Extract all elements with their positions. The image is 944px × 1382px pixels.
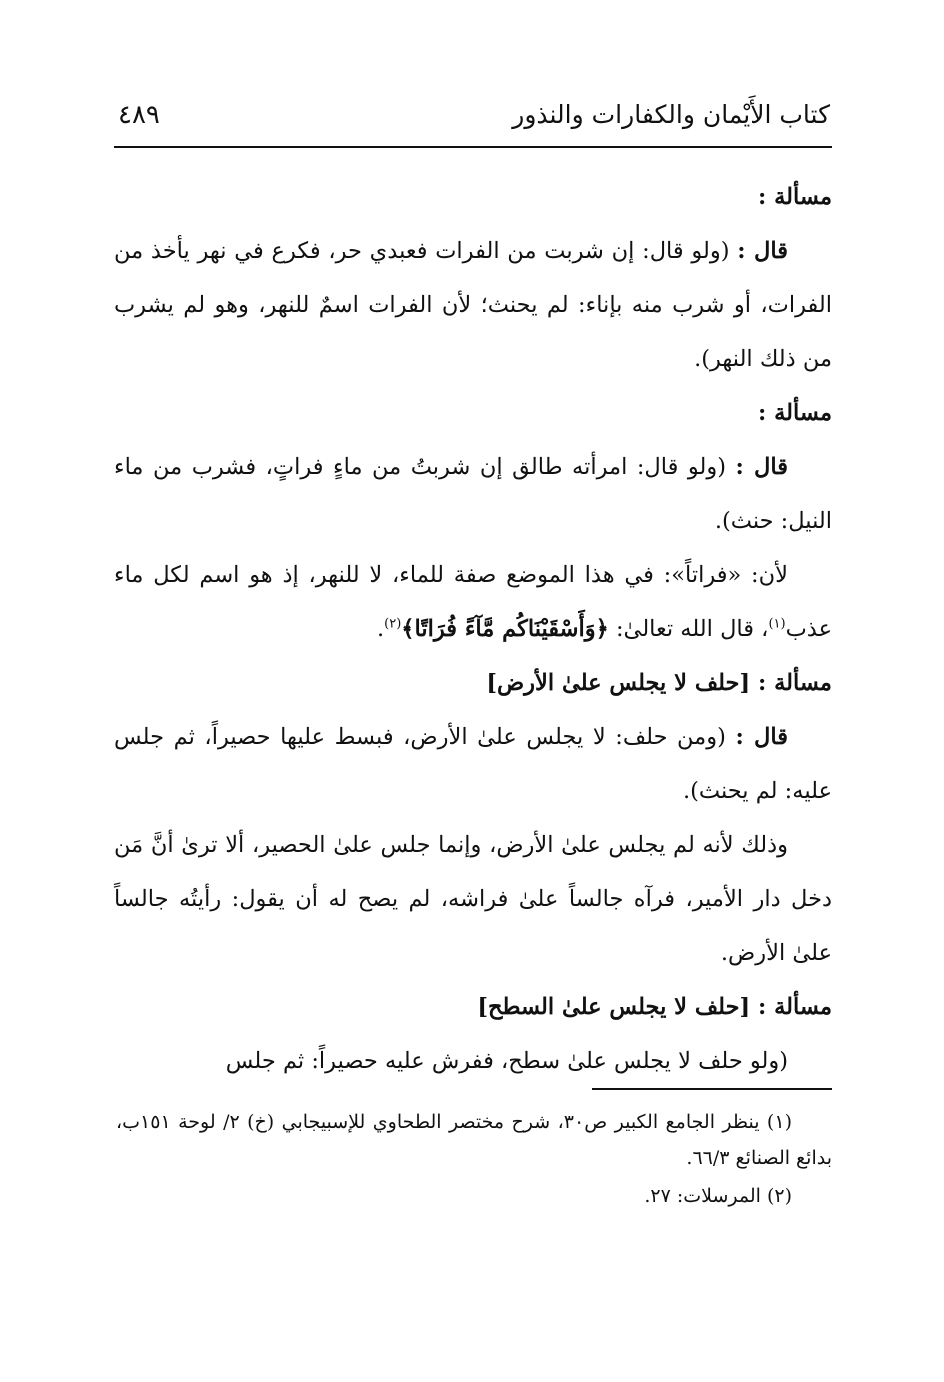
paragraph-text: لأن: «فراتاً»: في هذا الموضع صفة للماء، لا للنهر، إذ هو اسم لكل ماء عذب bbox=[114, 562, 832, 642]
paragraph-text: (ولو قال: امرأته طالق إن شربتُ من ماءٍ فراتٍ، فشرب من ماء النيل: حنث). bbox=[114, 454, 832, 534]
section-heading: مسألة : bbox=[757, 400, 832, 426]
footnote-ref: (٢) bbox=[384, 616, 402, 632]
paragraph bbox=[114, 548, 832, 656]
paragraph-text: ، قال الله تعالىٰ: bbox=[608, 616, 769, 642]
footnote: (٢) المرسلات: ٢٧. bbox=[644, 1185, 792, 1207]
header-rule bbox=[114, 146, 832, 148]
speaker-label: قال : bbox=[735, 454, 788, 480]
footnote-ref: (١) bbox=[768, 616, 786, 632]
page-header bbox=[116, 100, 830, 144]
section-heading: مسألة : [حلف لا يجلس علىٰ الأرض] bbox=[486, 670, 832, 696]
section-heading: مسألة : [حلف لا يجلس علىٰ السطح] bbox=[477, 994, 832, 1020]
footnote-rule bbox=[592, 1088, 832, 1090]
quran-quote: ﴿وَأَسْقَيْنَاكُم مَّآءً فُرَاتًا﴾ bbox=[401, 616, 609, 642]
section-heading: مسألة : bbox=[757, 184, 832, 210]
paragraph: وذلك لأنه لم يجلس علىٰ الأرض، وإنما جلس علىٰ الحصير، ألا ترىٰ أنَّ مَن دخل دار الأمير، فرآه جالساً علىٰ فراشه، لم يصح له أن يقول: رأيتُه جالساً علىٰ الأرض. bbox=[114, 832, 832, 966]
paragraph: (ولو حلف لا يجلس علىٰ سطح، ففرش عليه حصيراً: ثم جلس bbox=[225, 1048, 788, 1074]
paragraph-end: . bbox=[376, 616, 385, 642]
running-title: كتاب الأَيْمان والكفارات والنذور bbox=[512, 100, 830, 129]
paragraph-text: (ومن حلف: لا يجلس علىٰ الأرض، فبسط عليها حصيراً، ثم جلس عليه: لم يحنث). bbox=[114, 724, 832, 804]
page-number: ٤٨٩ bbox=[118, 100, 160, 130]
speaker-label: قال : bbox=[735, 724, 788, 750]
main-text bbox=[114, 170, 832, 1088]
footnotes bbox=[116, 1104, 832, 1216]
paragraph bbox=[114, 224, 832, 386]
paragraph bbox=[114, 710, 832, 818]
paragraph-text: (ولو قال: إن شربت من الفرات فعبدي حر، فكرع في نهر يأخذ من الفرات، أو شرب منه بإناء: لم يحنث؛ لأن الفرات اسمٌ للنهر، وهو لم يشرب من ذلك النهر). bbox=[114, 238, 832, 372]
footnote: (١) ينظر الجامع الكبير ص٣٠، شرح مختصر الطحاوي للإسبيجابي (خ) ٢/ لوحة ١٥١ب، بدائع الصنائع ٦٦/٣. bbox=[116, 1111, 832, 1169]
speaker-label: قال : bbox=[737, 238, 788, 264]
paragraph bbox=[114, 440, 832, 548]
